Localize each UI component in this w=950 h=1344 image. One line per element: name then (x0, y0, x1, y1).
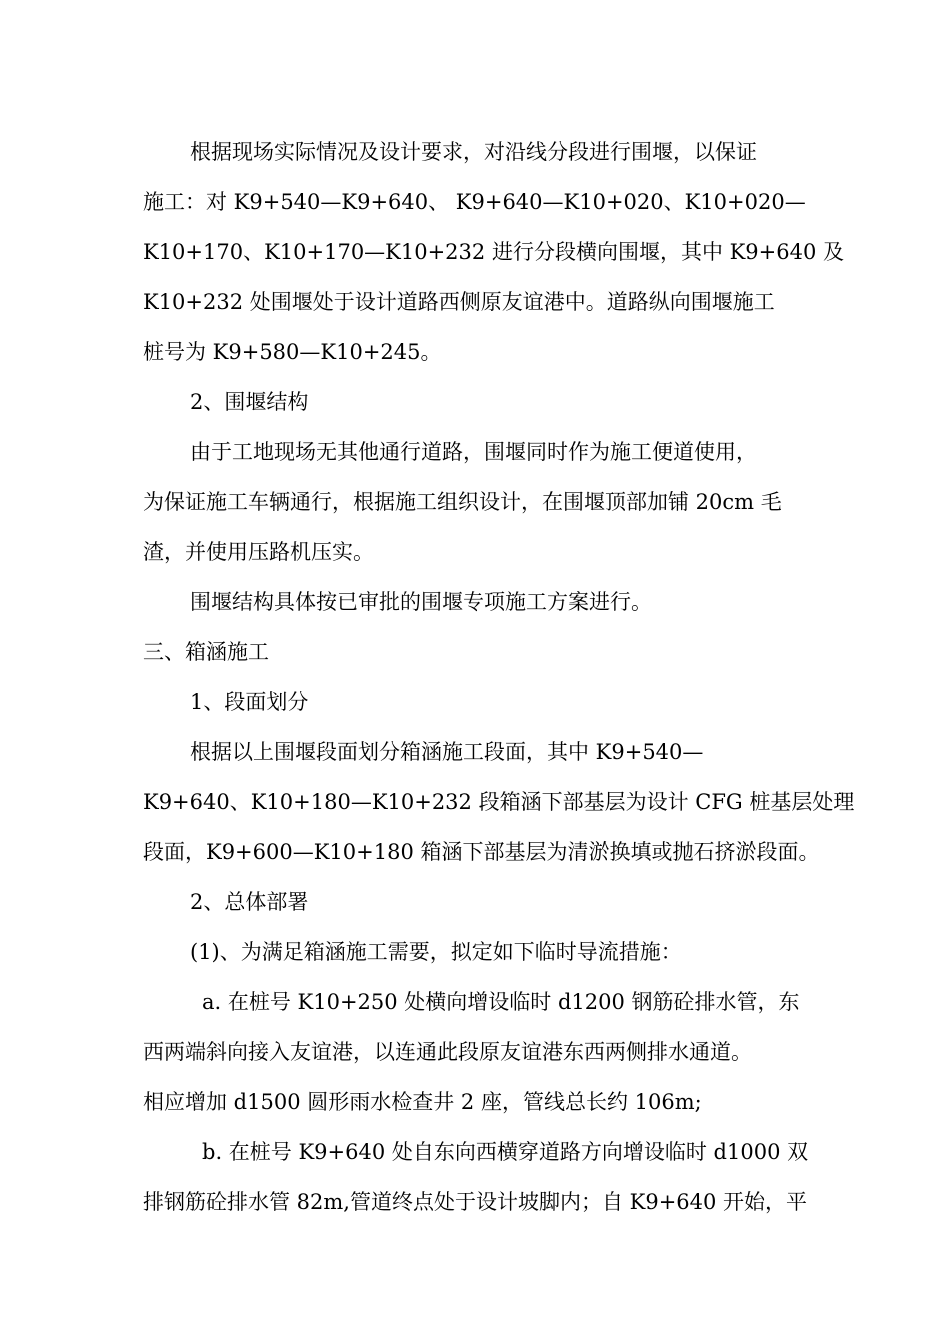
paragraph-line: 段面，K9+600—K10+180 箱涵下部基层为清淤换填或抛石挤淤段面。 (143, 840, 820, 864)
paragraph-line: 施工：对 K9+540—K9+640、 K9+640—K10+020、K10+020— (143, 190, 806, 214)
section-heading: 1、段面划分 (190, 690, 309, 714)
paragraph-line: 西两端斜向接入友谊港，以连通此段原友谊港东西两侧排水通道。 (143, 1040, 752, 1064)
list-item-line: b. 在桩号 K9+640 处自东向西横穿道路方向增设临时 d1000 双 (202, 1140, 809, 1164)
paragraph-line: 相应增加 d1500 圆形雨水检查井 2 座，管线总长约 106m; (143, 1090, 702, 1114)
paragraph-line: K10+170、K10+170—K10+232 进行分段横向围堰，其中 K9+640 及 (143, 240, 845, 264)
section-heading: 2、围堰结构 (190, 390, 309, 414)
paragraph-line: 根据现场实际情况及设计要求，对沿线分段进行围堰，以保证 (190, 140, 757, 164)
paragraph-line: 渣，并使用压路机压实。 (143, 540, 374, 564)
paragraph-line: 根据以上围堰段面划分箱涵施工段面，其中 K9+540— (190, 740, 704, 764)
paragraph-line: 由于工地现场无其他通行道路，围堰同时作为施工便道使用， (190, 440, 757, 464)
paragraph-line: 为保证施工车辆通行，根据施工组织设计，在围堰顶部加铺 20cm 毛 (143, 490, 782, 514)
paragraph-line: 桩号为 K9+580—K10+245。 (143, 340, 442, 364)
paragraph-line: 围堰结构具体按已审批的围堰专项施工方案进行。 (190, 590, 652, 614)
list-item-line: a. 在桩号 K10+250 处横向增设临时 d1200 钢筋砼排水管，东 (202, 990, 800, 1014)
paragraph-line: K10+232 处围堰处于设计道路西侧原友谊港中。道路纵向围堰施工 (143, 290, 775, 314)
paragraph-line: K9+640、K10+180—K10+232 段箱涵下部基层为设计 CFG 桩基层处理 (143, 790, 855, 814)
paragraph-line: 排钢筋砼排水管 82m,管道终点处于设计坡脚内；自 K9+640 开始，平 (143, 1190, 808, 1214)
section-heading: 2、总体部署 (190, 890, 309, 914)
paragraph-line: (1)、为满足箱涵施工需要，拟定如下临时导流措施： (190, 940, 682, 964)
chapter-heading: 三、箱涵施工 (143, 640, 269, 664)
